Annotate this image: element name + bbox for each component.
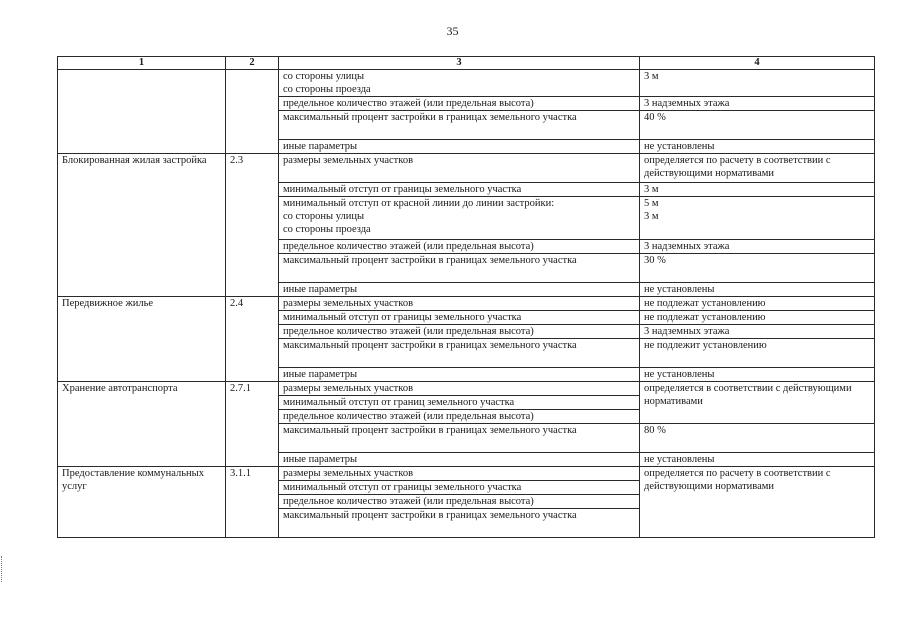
value-cell: 3 м bbox=[640, 70, 875, 97]
table-header-row bbox=[58, 57, 875, 70]
value-cell: не установлены bbox=[640, 140, 875, 154]
parameter-cell: максимальный процент застройки в границах земельного участка bbox=[279, 424, 640, 453]
value-cell: определяется в соответствии с действующими нормативами bbox=[640, 382, 875, 424]
parameter-cell: минимальный отступ от границ земельного участка bbox=[279, 396, 640, 410]
table-row bbox=[58, 154, 875, 183]
parameter-cell: иные параметры bbox=[279, 453, 640, 467]
parameter-cell: предельное количество этажей (или предельная высота) bbox=[279, 97, 640, 111]
table-row bbox=[58, 297, 875, 311]
use-code-cell: 2.4 bbox=[226, 297, 279, 382]
value-cell: 40 % bbox=[640, 111, 875, 140]
parameter-cell: размеры земельных участков bbox=[279, 154, 640, 183]
value-cell: определяется по расчету в соответствии с действующими нормативами bbox=[640, 467, 875, 538]
column-header-3: 3 bbox=[279, 57, 640, 70]
value-cell: 3 м bbox=[640, 183, 875, 197]
use-code-cell: 3.1.1 bbox=[226, 467, 279, 538]
value-cell: не подлежит установлению bbox=[640, 339, 875, 368]
column-header-2: 2 bbox=[226, 57, 279, 70]
parameter-cell: иные параметры bbox=[279, 368, 640, 382]
table-row bbox=[58, 70, 875, 97]
scan-margin-mark bbox=[1, 556, 6, 582]
use-code-cell: 2.7.1 bbox=[226, 382, 279, 467]
use-name-cell: Предоставление коммунальных услуг bbox=[58, 467, 226, 538]
column-header-4: 4 bbox=[640, 57, 875, 70]
value-cell: 3 надземных этажа bbox=[640, 97, 875, 111]
parameter-cell: минимальный отступ от границы земельного участка bbox=[279, 481, 640, 495]
use-code-cell bbox=[226, 70, 279, 154]
parameter-cell: максимальный процент застройки в границах земельного участка bbox=[279, 339, 640, 368]
use-name-cell bbox=[58, 70, 226, 154]
land-use-parameters-table bbox=[57, 56, 875, 538]
value-cell: 3 надземных этажа bbox=[640, 325, 875, 339]
value-cell: 30 % bbox=[640, 254, 875, 283]
page-number: 35 bbox=[446, 24, 459, 38]
parameter-cell: максимальный процент застройки в границах земельного участка bbox=[279, 509, 640, 538]
parameter-cell: предельное количество этажей (или предельная высота) bbox=[279, 410, 640, 424]
parameter-cell: предельное количество этажей (или предельная высота) bbox=[279, 325, 640, 339]
parameter-cell: размеры земельных участков bbox=[279, 297, 640, 311]
parameter-cell: максимальный процент застройки в границах земельного участка bbox=[279, 111, 640, 140]
parameter-cell: иные параметры bbox=[279, 283, 640, 297]
use-code-cell: 2.3 bbox=[226, 154, 279, 297]
value-cell: не подлежат установлению bbox=[640, 297, 875, 311]
value-cell: не установлены bbox=[640, 283, 875, 297]
column-header-1: 1 bbox=[58, 57, 226, 70]
use-name-cell: Хранение автотранспорта bbox=[58, 382, 226, 467]
use-name-cell: Блокированная жилая застройка bbox=[58, 154, 226, 297]
parameter-cell: минимальный отступ от красной линии до линии застройки: со стороны улицы со стороны проезда bbox=[279, 197, 640, 240]
parameter-cell: размеры земельных участков bbox=[279, 382, 640, 396]
parameter-cell: иные параметры bbox=[279, 140, 640, 154]
value-cell: 5 м 3 м bbox=[640, 197, 875, 240]
parameter-cell: максимальный процент застройки в границах земельного участка bbox=[279, 254, 640, 283]
parameter-cell: предельное количество этажей (или предельная высота) bbox=[279, 495, 640, 509]
value-cell: не подлежат установлению bbox=[640, 311, 875, 325]
value-cell: определяется по расчету в соответствии с действующими нормативами bbox=[640, 154, 875, 183]
parameter-cell: размеры земельных участков bbox=[279, 467, 640, 481]
value-cell: 80 % bbox=[640, 424, 875, 453]
parameter-cell: минимальный отступ от границы земельного участка bbox=[279, 183, 640, 197]
parameter-cell: минимальный отступ от границы земельного участка bbox=[279, 311, 640, 325]
table-row bbox=[58, 382, 875, 396]
value-cell: 3 надземных этажа bbox=[640, 240, 875, 254]
parameter-cell: предельное количество этажей (или предельная высота) bbox=[279, 240, 640, 254]
table-row bbox=[58, 467, 875, 481]
value-cell: не установлены bbox=[640, 368, 875, 382]
value-cell: не установлены bbox=[640, 453, 875, 467]
parameter-cell: со стороны улицы со стороны проезда bbox=[279, 70, 640, 97]
use-name-cell: Передвижное жилье bbox=[58, 297, 226, 382]
